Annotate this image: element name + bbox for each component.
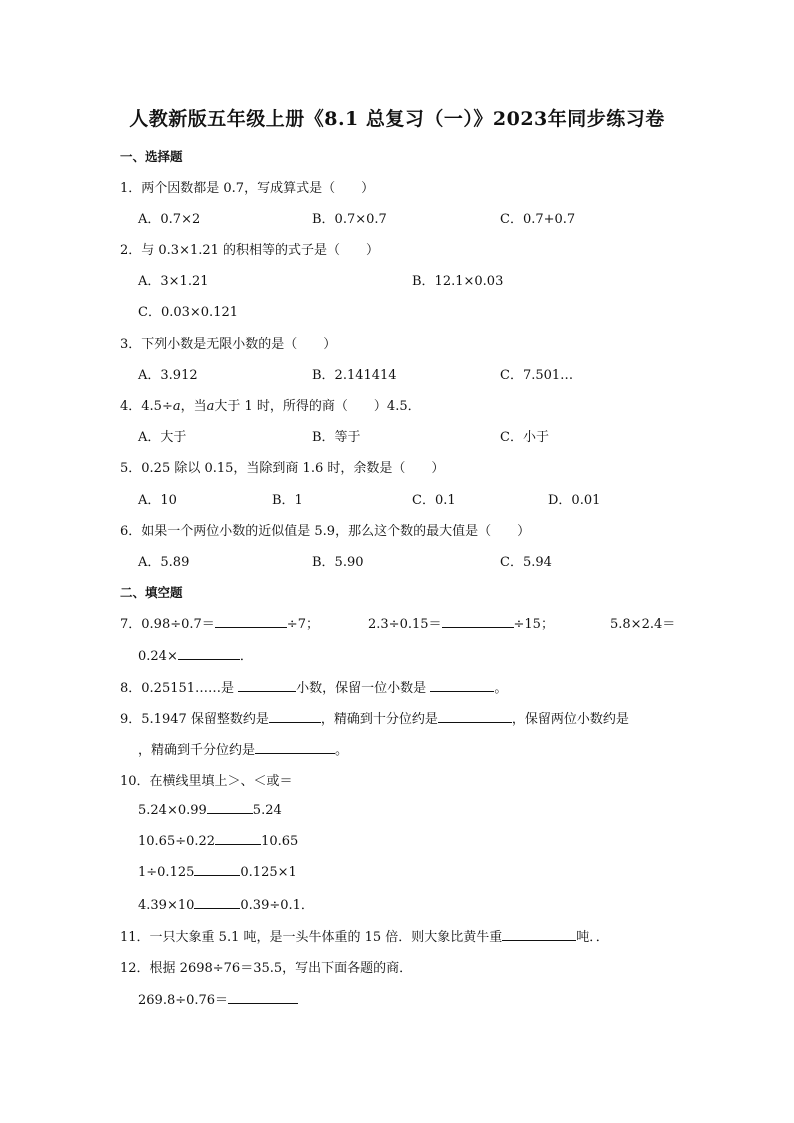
- question-3-option-c: C．7.501…: [500, 368, 574, 383]
- question-3-option-b: B．2.141414: [312, 368, 397, 383]
- question-3-option-a: A．3.912: [138, 368, 198, 383]
- answer-blank[interactable]: [178, 647, 240, 660]
- question-12-stem: 12．根据 2698÷76＝35.5，写出下面各题的商．: [120, 961, 413, 976]
- answer-blank[interactable]: [442, 615, 514, 628]
- question-5-option-d: D．0.01: [548, 493, 601, 508]
- question-1-option-a: A．0.7×2: [138, 212, 201, 227]
- question-6-option-a: A．5.89: [138, 555, 190, 570]
- page-title: 人教新版五年级上册《8.1 总复习（一）》2023年同步练习卷: [129, 108, 665, 130]
- question-7-part-4: 0.24× ．: [138, 649, 253, 664]
- question-8: 8．0.25151……是 小数，保留一位小数是 。: [120, 681, 508, 696]
- answer-blank[interactable]: [207, 801, 253, 814]
- question-10-line-4: 4.39×10 0.39÷0.1．: [138, 898, 314, 913]
- answer-blank[interactable]: [269, 710, 321, 723]
- question-9-line-2: ，精确到千分位约是 。: [138, 743, 349, 758]
- answer-blank[interactable]: [194, 896, 240, 909]
- answer-blank[interactable]: [502, 928, 576, 941]
- question-1-option-c: C．0.7+0.7: [500, 212, 576, 227]
- section-heading-fill: 二、填空题: [120, 585, 183, 600]
- question-7-part-3: 5.8×2.4＝: [610, 617, 676, 632]
- question-10-line-3: 1÷0.125 0.125×1: [138, 865, 297, 880]
- answer-blank[interactable]: [194, 863, 240, 876]
- question-7-part-2: 2.3÷0.15＝ ÷15；: [368, 617, 554, 632]
- question-4-stem: 4．4.5÷a，当a大于 1 时，所得的商（ ）4.5．: [120, 399, 421, 414]
- question-3-stem: 3．下列小数是无限小数的是（ ）: [120, 337, 337, 352]
- question-10-line-2: 10.65÷0.22 10.65: [138, 834, 299, 849]
- answer-blank[interactable]: [255, 741, 335, 754]
- question-2-option-c: C．0.03×0.121: [138, 305, 239, 320]
- section-heading-choice: 一、选择题: [120, 149, 183, 164]
- answer-blank[interactable]: [215, 615, 287, 628]
- question-5-option-a: A．10: [138, 493, 177, 508]
- question-6-option-b: B．5.90: [312, 555, 364, 570]
- answer-blank[interactable]: [438, 710, 512, 723]
- question-1-stem: 1．两个因数都是 0.7，写成算式是（ ）: [120, 181, 375, 196]
- question-6-stem: 6．如果一个两位小数的近似值是 5.9，那么这个数的最大值是（ ）: [120, 524, 531, 539]
- question-5-option-b: B．1: [272, 493, 303, 508]
- answer-blank[interactable]: [430, 679, 494, 692]
- question-10-stem: 10．在横线里填上＞、＜或＝: [120, 774, 293, 789]
- question-5-option-c: C．0.1: [412, 493, 456, 508]
- question-1-option-b: B．0.7×0.7: [312, 212, 387, 227]
- question-2-stem: 2．与 0.3×1.21 的积相等的式子是（ ）: [120, 243, 380, 258]
- question-2-option-a: A．3×1.21: [138, 274, 209, 289]
- answer-blank[interactable]: [215, 832, 261, 845]
- question-11: 11．一只大象重 5.1 吨，是一头牛体重的 15 倍．则大象比黄牛重 吨．．: [120, 930, 609, 945]
- question-6-option-c: C．5.94: [500, 555, 552, 570]
- answer-blank[interactable]: [238, 679, 296, 692]
- question-2-option-b: B．12.1×0.03: [412, 274, 504, 289]
- question-5-stem: 5．0.25 除以 0.15，当除到商 1.6 时，余数是（ ）: [120, 461, 445, 476]
- question-12-line-1: 269.8÷0.76＝: [138, 989, 298, 1008]
- question-4-option-c: C．小于: [500, 430, 549, 445]
- question-9-line-1: 9．5.1947 保留整数约是 ，精确到十分位约是 ，保留两位小数约是: [120, 712, 629, 727]
- question-7-part-1: 7．0.98÷0.7＝ ÷7；: [120, 617, 319, 632]
- question-10-line-1: 5.24×0.99 5.24: [138, 803, 282, 818]
- question-4-option-b: B．等于: [312, 430, 361, 445]
- answer-blank[interactable]: [228, 991, 298, 1004]
- question-4-option-a: A．大于: [138, 430, 187, 445]
